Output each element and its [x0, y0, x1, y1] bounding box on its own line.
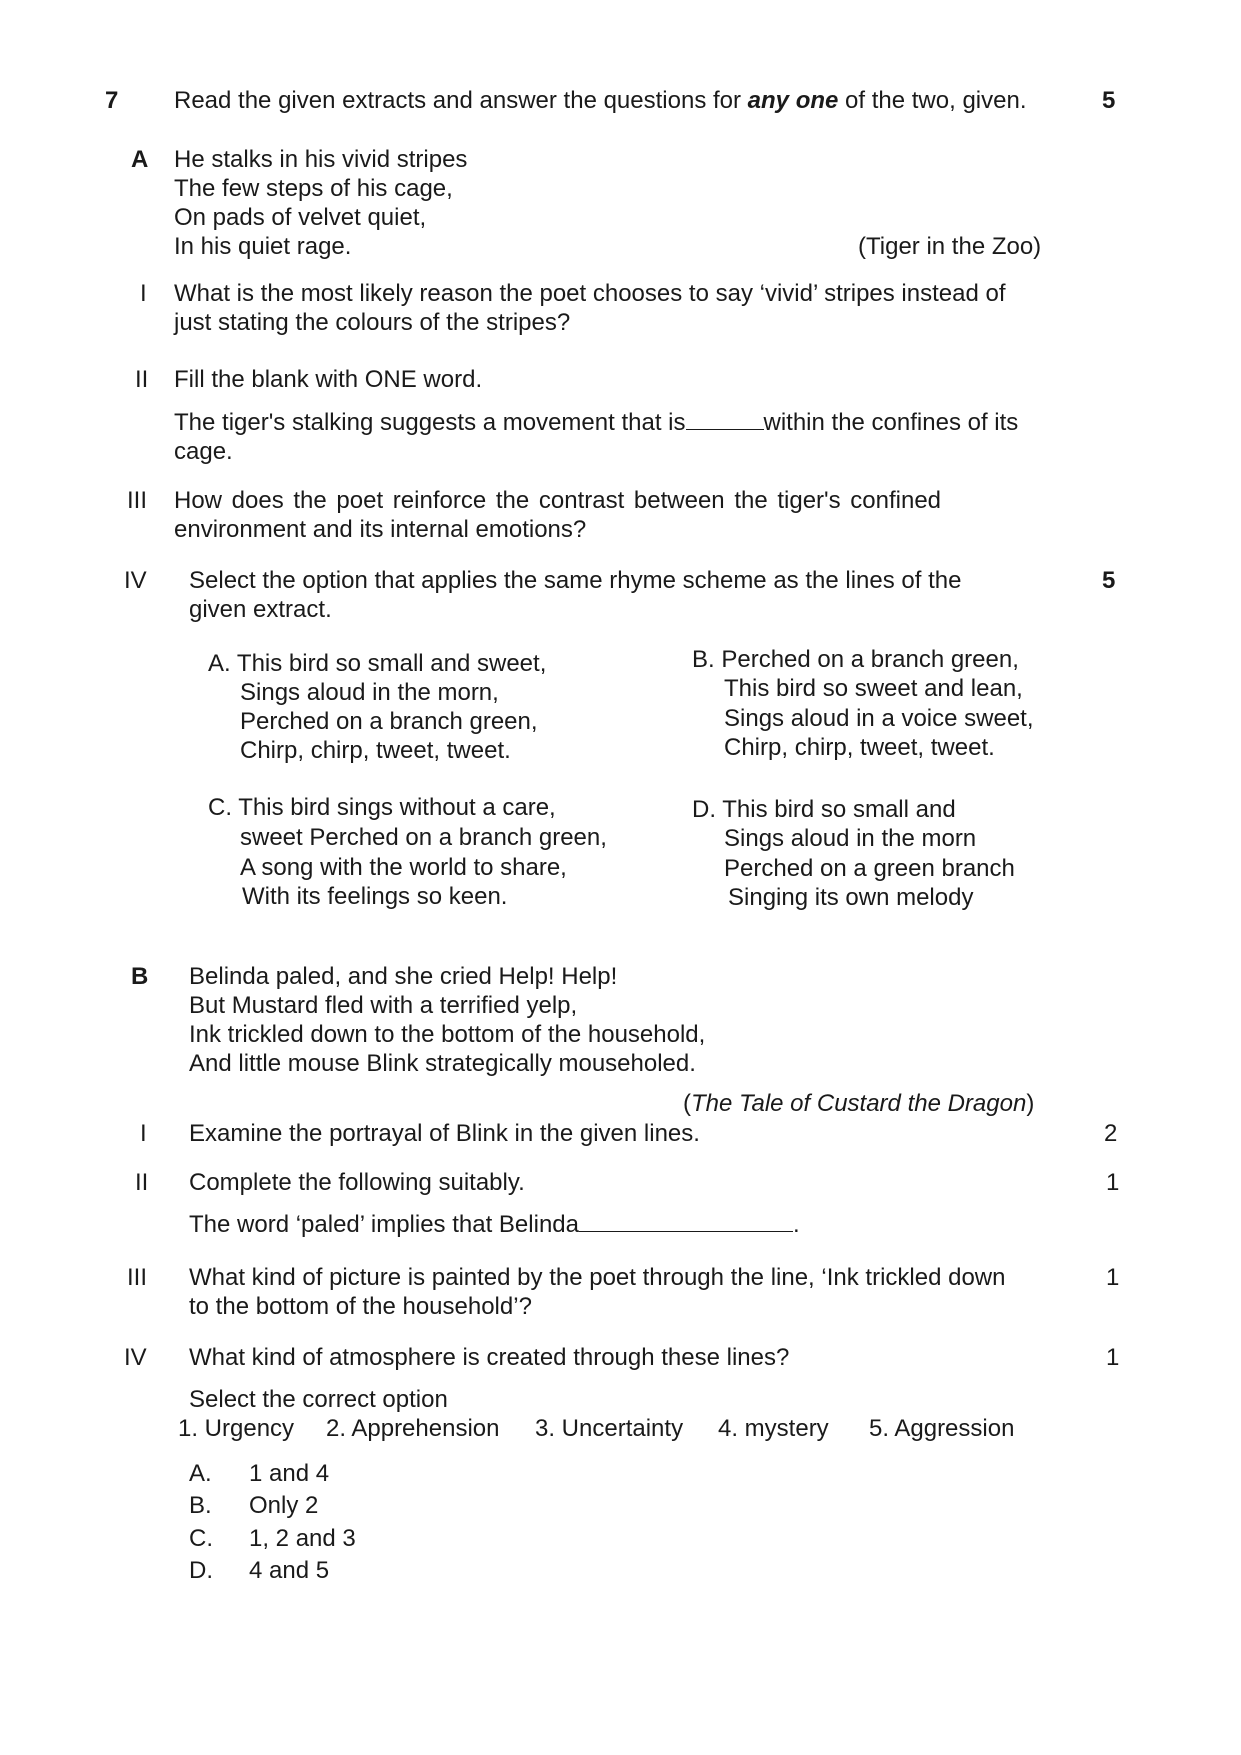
extract-a-line: On pads of velvet quiet, — [174, 204, 427, 231]
extract-a-source: (Tiger in the Zoo) — [858, 233, 1042, 260]
b-q4-select: Select the correct option — [189, 1386, 448, 1413]
a-q3-text: environment and its internal emotions? — [174, 516, 587, 543]
question-marks: 5 — [1102, 87, 1116, 114]
choice-item: 5. Aggression — [869, 1415, 1015, 1442]
extract-a-label: A — [131, 146, 149, 173]
question-number: 7 — [105, 87, 119, 114]
option-c-line: C. This bird sings without a care, — [208, 794, 556, 821]
answer-text: 1 and 4 — [249, 1460, 330, 1487]
option-b-line: Chirp, chirp, tweet, tweet. — [724, 734, 995, 761]
question-instruction — [174, 86, 1026, 115]
b-q2-prompt: Complete the following suitably. — [189, 1169, 525, 1196]
a-q2-sentence-pre: The tiger's stalking suggests a movement that is — [174, 409, 686, 436]
choice-item: 3. Uncertainty — [535, 1415, 684, 1442]
a-q3-text: How does the poet reinforce the contrast between the tiger's confined — [174, 487, 942, 514]
b-q4-marks: 1 — [1106, 1344, 1120, 1371]
answer-text: Only 2 — [249, 1492, 319, 1519]
option-a-line: Perched on a branch green, — [240, 708, 538, 735]
source-title: The Tale of Custard the Dragon — [691, 1090, 1027, 1117]
instruction-text-post: of the two, given. — [838, 87, 1027, 114]
a-q4-marks: 5 — [1102, 567, 1116, 594]
a-q2-number: II — [135, 366, 149, 393]
a-q1-text: What is the most likely reason the poet chooses to say ‘vivid’ stripes instead of — [174, 280, 1006, 307]
b-q2-sentence — [189, 1210, 800, 1239]
a-q2-sentence-end: cage. — [174, 438, 233, 465]
fill-blank[interactable] — [579, 1211, 793, 1232]
b-q2-sentence-post: . — [793, 1211, 800, 1238]
option-b-line: Sings aloud in a voice sweet, — [724, 705, 1034, 732]
option-c-line: With its feelings so keen. — [242, 883, 508, 910]
option-c-line: sweet Perched on a branch green, — [240, 824, 607, 851]
extract-b-label: B — [131, 963, 149, 990]
answer-letter: C. — [189, 1525, 213, 1552]
a-q1-number: I — [140, 280, 147, 307]
b-q1-number: I — [140, 1120, 147, 1147]
source-paren-open: ( — [683, 1090, 691, 1117]
b-q3-text: What kind of picture is painted by the poet through the line, ‘Ink trickled down — [189, 1264, 1006, 1291]
extract-b-source — [683, 1089, 1034, 1118]
choice-item: 2. Apprehension — [326, 1415, 500, 1442]
a-q1-text: just stating the colours of the stripes? — [174, 309, 571, 336]
a-q3-number: III — [127, 487, 148, 514]
extract-b-line: But Mustard fled with a terrified yelp, — [189, 992, 578, 1019]
a-q2-sentence-post: within the confines of its — [763, 409, 1019, 436]
answer-letter: A. — [189, 1460, 212, 1487]
option-a-line: Sings aloud in the morn, — [240, 679, 499, 706]
b-q4-number: IV — [124, 1344, 147, 1371]
option-d-line: Singing its own melody — [728, 884, 974, 911]
extract-b-line: And little mouse Blink strategically mouseholed. — [189, 1050, 696, 1077]
choice-item: 4. mystery — [718, 1415, 829, 1442]
option-b-line: B. Perched on a branch green, — [692, 646, 1019, 673]
option-d-line: Perched on a green branch — [724, 855, 1015, 882]
extract-b-line: Ink trickled down to the bottom of the household, — [189, 1021, 706, 1048]
b-q1-text: Examine the portrayal of Blink in the given lines. — [189, 1120, 700, 1147]
extract-a-line: In his quiet rage. — [174, 233, 352, 260]
extract-a-line: He stalks in his vivid stripes — [174, 146, 468, 173]
fill-blank[interactable] — [686, 409, 764, 430]
a-q4-text: given extract. — [189, 596, 332, 623]
source-paren-close: ) — [1026, 1090, 1035, 1117]
b-q2-number: II — [135, 1169, 149, 1196]
answer-text: 1, 2 and 3 — [249, 1525, 356, 1552]
a-q4-number: IV — [124, 567, 147, 594]
b-q3-marks: 1 — [1106, 1264, 1120, 1291]
b-q3-text: to the bottom of the household’? — [189, 1293, 532, 1320]
option-a-line: A. This bird so small and sweet, — [208, 650, 547, 677]
a-q4-text: Select the option that applies the same rhyme scheme as the lines of the — [189, 567, 962, 594]
a-q2-prompt: Fill the blank with ONE word. — [174, 366, 483, 393]
option-c-line: A song with the world to share, — [240, 854, 567, 881]
b-q3-number: III — [127, 1264, 148, 1291]
option-d-line: D. This bird so small and — [692, 796, 956, 823]
extract-b-line: Belinda paled, and she cried Help! Help! — [189, 963, 618, 990]
answer-text: 4 and 5 — [249, 1557, 330, 1584]
a-q2-sentence — [174, 408, 1018, 437]
answer-letter: D. — [189, 1557, 213, 1584]
extract-a-line: The few steps of his cage, — [174, 175, 453, 202]
instruction-emphasis: any one — [747, 87, 839, 114]
b-q2-marks: 1 — [1106, 1169, 1120, 1196]
answer-letter: B. — [189, 1492, 212, 1519]
b-q2-sentence-pre: The word ‘paled’ implies that Belinda — [189, 1211, 579, 1238]
b-q4-text: What kind of atmosphere is created through these lines? — [189, 1344, 790, 1371]
option-d-line: Sings aloud in the morn — [724, 825, 977, 852]
option-a-line: Chirp, chirp, tweet, tweet. — [240, 737, 511, 764]
option-b-line: This bird so sweet and lean, — [724, 675, 1023, 702]
b-q1-marks: 2 — [1104, 1120, 1118, 1147]
instruction-text-pre: Read the given extracts and answer the questions for — [174, 87, 748, 114]
choice-item: 1. Urgency — [178, 1415, 295, 1442]
